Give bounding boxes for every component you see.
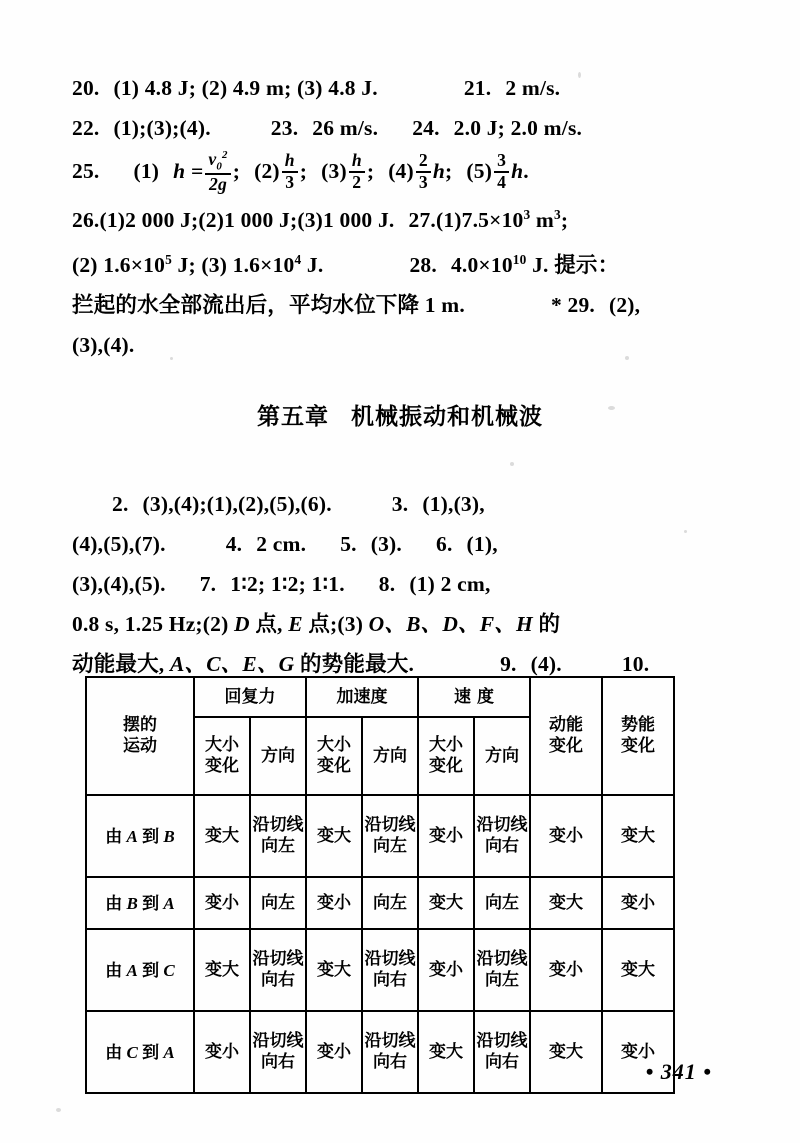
cell-force-direction-line2: 向右 (261, 970, 295, 990)
item-25-part-1-label: (1) (133, 159, 160, 183)
cell-force-direction (250, 1011, 306, 1093)
row-label-from: A (126, 826, 138, 846)
item-4-number: 4. (225, 532, 243, 556)
item-3-number: 3. (391, 492, 409, 516)
answer-line-22-24 (72, 108, 732, 148)
item-27-part-3-exponent: 4 (294, 252, 302, 268)
cell-accel-magnitude: 变大 (306, 795, 362, 877)
row-label-from: C (126, 1042, 138, 1062)
row-label-middle: 到 (137, 1042, 164, 1062)
cell-force-direction (250, 795, 306, 877)
table-row (86, 795, 674, 877)
answer-line-26-27 (72, 195, 732, 240)
cell-velocity-direction-line2: 向右 (485, 1052, 519, 1072)
item-29-continued: (3),(4). (72, 333, 135, 358)
fraction-denominator: 3 (285, 172, 295, 193)
cell-velocity-direction (474, 929, 530, 1011)
item-25-part-2-tail: ; (299, 159, 308, 183)
answer-line-28-hint-29 (72, 285, 732, 325)
cell-force-magnitude: 变大 (194, 929, 250, 1011)
header-potential-line2: 变化 (621, 736, 655, 756)
fraction-numerator: 2 (416, 152, 431, 173)
chapter-title: 机械振动和机械波 (351, 404, 543, 430)
row-label-from: A (126, 960, 138, 980)
item-8-number: 8. (378, 572, 396, 596)
fraction-numerator: 3 (494, 152, 509, 173)
fraction-numerator-superscript: 2 (222, 149, 228, 162)
cell-accel-direction-line1: 沿切线 (364, 949, 416, 969)
row-label (86, 795, 194, 877)
item-24-text: 2.0 J; 2.0 m/s. (453, 116, 583, 140)
scan-speckle (510, 462, 514, 466)
row-label-middle: 到 (137, 893, 164, 913)
item-29-text: (2), (609, 293, 641, 318)
item-25-part-4-variable: h (432, 159, 446, 183)
fraction-denominator: 3 (418, 172, 428, 193)
row-label (86, 929, 194, 1011)
item-25-part-4-label: (4) (388, 159, 414, 183)
header-accel-magnitude-line1: 大小 (317, 735, 351, 755)
header-kinetic-line2: 变化 (549, 736, 583, 756)
cell-velocity-magnitude: 变大 (418, 877, 474, 929)
fraction-denominator: 4 (497, 172, 507, 193)
cell-accel-direction (362, 795, 418, 877)
item-8-middle-1: 点, (249, 612, 289, 636)
header-velocity-direction: 方向 (474, 717, 530, 795)
item-3-continued: (4),(5),(7). (72, 532, 166, 556)
item-20-text: (1) 4.8 J; (2) 4.9 m; (3) 4.8 J. (113, 76, 378, 100)
cell-potential-energy: 变小 (602, 877, 674, 929)
header-group-acceleration: 加速度 (306, 677, 418, 717)
header-kinetic-energy-change (530, 677, 602, 795)
cell-velocity-direction-line1: 沿切线 (476, 815, 528, 835)
item-8-continued-1: 0.8 s, 1.25 Hz;(2) (72, 612, 235, 636)
item-26-number: 26. (72, 208, 100, 233)
cell-accel-direction (362, 1011, 418, 1093)
answer-line-8-cont-1 (72, 604, 752, 644)
item-8-point-list-1: O、B、D、F、H (368, 612, 533, 636)
fraction-numerator-variable: v (208, 148, 217, 169)
row-label-middle: 到 (137, 960, 164, 980)
header-force-magnitude-line2: 变化 (205, 756, 239, 776)
header-force-magnitude-line1: 大小 (205, 735, 239, 755)
cell-force-direction (250, 929, 306, 1011)
answer-line-3cont-6 (72, 524, 752, 564)
header-group-restoring-force: 回复力 (194, 677, 306, 717)
fraction-numerator: h (282, 152, 298, 173)
header-pendulum-motion-line1: 摆的 (123, 715, 157, 735)
item-7-number: 7. (199, 572, 217, 596)
header-pendulum-motion (86, 677, 194, 795)
header-potential-line1: 势能 (621, 715, 655, 735)
answers-block-2 (72, 484, 752, 684)
fraction-2-over-3 (416, 152, 431, 191)
cell-velocity-direction-line1: 沿切线 (476, 1031, 528, 1051)
chapter-number: 第五章 (257, 404, 329, 430)
header-kinetic-line1: 动能 (549, 715, 583, 735)
item-2-number: 2. (112, 492, 129, 516)
answers-block-1 (72, 68, 732, 365)
header-velocity-magnitude-line1: 大小 (429, 735, 463, 755)
header-velocity-magnitude-line2: 变化 (429, 756, 463, 776)
item-27-unit: m (530, 208, 555, 233)
cell-velocity-direction-line2: 向右 (485, 836, 519, 856)
row-label-prefix: 由 (105, 826, 127, 846)
item-8-point-D: D (234, 612, 250, 636)
cell-force-direction-line1: 沿切线 (252, 949, 304, 969)
item-8-point-list-2: A、C、E、G (169, 652, 295, 676)
table-row (86, 877, 674, 929)
scan-speckle (170, 357, 173, 360)
answer-line-27cont-28 (72, 240, 732, 285)
table-row (86, 1011, 674, 1093)
cell-kinetic-energy: 变大 (530, 877, 602, 929)
fraction-h-over-2 (349, 152, 365, 191)
item-8-middle-2: 点;(3) (302, 612, 369, 636)
header-force-direction: 方向 (250, 717, 306, 795)
cell-potential-energy: 变大 (602, 929, 674, 1011)
cell-accel-direction-line1: 沿切线 (364, 815, 416, 835)
cell-potential-energy: 变大 (602, 795, 674, 877)
item-25-part-5-tail: . (523, 159, 529, 183)
item-27-exponent-1: 3 (523, 207, 531, 223)
item-8-continued-2: 动能最大, (72, 652, 170, 676)
cell-accel-direction-line2: 向左 (373, 836, 407, 856)
item-2-text: (3),(4);(1),(2),(5),(6). (142, 492, 332, 516)
cell-accel-direction-line2: 向右 (373, 970, 407, 990)
item-10-number: 10. (621, 652, 650, 676)
row-label-from: B (126, 893, 138, 913)
item-28-exponent: 10 (512, 252, 527, 268)
fraction-3-over-4 (494, 152, 509, 191)
pendulum-motion-table (85, 676, 675, 1094)
item-25-part-3-tail: ; (366, 159, 375, 183)
cell-force-direction-line2: 向右 (261, 1052, 295, 1072)
cell-velocity-magnitude: 变大 (418, 1011, 474, 1093)
fraction-numerator: h (349, 152, 365, 173)
item-8-tail-1: 的 (532, 612, 561, 636)
item-27-prefix: (1)7.5×10 (435, 208, 524, 233)
header-force-magnitude (194, 717, 250, 795)
cell-velocity-magnitude: 变小 (418, 929, 474, 1011)
fraction-denominator: 2 (352, 172, 362, 193)
answer-line-25 (72, 148, 732, 195)
cell-velocity-direction-line2: 向左 (485, 970, 519, 990)
item-3-text: (1),(3), (422, 492, 485, 516)
row-label-prefix: 由 (105, 1042, 127, 1062)
table-header-row-top (86, 677, 674, 717)
scan-speckle (608, 406, 615, 410)
item-25-number: 25. (72, 159, 100, 183)
item-25-part-2-label: (2) (254, 159, 280, 183)
cell-force-magnitude: 变大 (194, 795, 250, 877)
cell-potential-energy: 变小 (602, 1011, 674, 1093)
cell-velocity-direction-line1: 沿切线 (476, 949, 528, 969)
cell-accel-magnitude: 变小 (306, 877, 362, 929)
row-label-middle: 到 (137, 826, 164, 846)
header-accel-direction: 方向 (362, 717, 418, 795)
header-group-velocity: 速 度 (418, 677, 530, 717)
item-9-number: 9. (500, 652, 517, 676)
pendulum-table-wrapper (85, 676, 675, 1094)
table-row (86, 929, 674, 1011)
fraction-h-over-3 (282, 152, 298, 191)
cell-kinetic-energy: 变大 (530, 1011, 602, 1093)
row-label (86, 877, 194, 929)
fraction-denominator: 2g (209, 174, 228, 195)
item-22-number: 22. (72, 116, 100, 140)
cell-force-direction-line1: 沿切线 (252, 1031, 304, 1051)
item-24-number: 24. (412, 116, 440, 140)
cell-accel-magnitude: 变大 (306, 929, 362, 1011)
scan-speckle (684, 530, 687, 533)
item-21-number: 21. (463, 76, 492, 100)
cell-velocity-direction (474, 1011, 530, 1093)
answer-line-20-21 (72, 68, 732, 108)
row-label-to: B (163, 826, 175, 846)
page-number: • 341 • (645, 1059, 712, 1084)
item-25-part-5-variable: h (511, 159, 524, 183)
item-26-text: (1)2 000 J;(2)1 000 J;(3)1 000 J. (99, 208, 395, 233)
item-29-number: * 29. (551, 293, 595, 318)
item-27-number: 27. (408, 208, 436, 233)
cell-force-magnitude: 变小 (194, 877, 250, 929)
item-25-part-1-tail: ; (232, 159, 241, 183)
item-25-part-5-label: (5) (466, 159, 493, 183)
cell-accel-direction-line1: 沿切线 (364, 1031, 416, 1051)
fraction-v0-squared-over-2g (205, 150, 230, 194)
item-27-part-3-middle: J; (3) 1.6×10 (171, 253, 295, 278)
answer-line-6cont-8 (72, 564, 752, 604)
item-27-tail: ; (560, 208, 569, 233)
item-9-text: (4). (530, 652, 562, 676)
header-pendulum-motion-line2: 运动 (123, 736, 157, 756)
item-22-text: (1);(3);(4). (113, 116, 211, 140)
item-27-part-3-tail: J. (301, 253, 324, 278)
cell-velocity-direction (474, 795, 530, 877)
item-6-continued: (3),(4),(5). (72, 572, 166, 596)
answer-line-2-3 (72, 484, 752, 524)
row-label-prefix: 由 (105, 960, 127, 980)
item-23-number: 23. (270, 116, 299, 140)
item-8-tail-2: 的势能最大. (294, 652, 415, 676)
row-label-to: C (163, 960, 175, 980)
chapter-heading (0, 398, 800, 431)
cell-accel-direction (362, 929, 418, 1011)
cell-kinetic-energy: 变小 (530, 795, 602, 877)
item-25-part-4-tail: ; (445, 159, 453, 183)
item-25-part-3-label: (3) (321, 159, 347, 183)
header-accel-magnitude-line2: 变化 (317, 756, 351, 776)
item-28-prefix: 4.0×10 (450, 253, 513, 278)
cell-accel-magnitude: 变小 (306, 1011, 362, 1093)
cell-kinetic-energy: 变小 (530, 929, 602, 1011)
item-8-point-E: E (288, 612, 303, 636)
scan-speckle (625, 356, 629, 360)
item-5-number: 5. (340, 532, 357, 556)
cell-force-magnitude: 变小 (194, 1011, 250, 1093)
header-velocity-magnitude (418, 717, 474, 795)
fraction-numerator-subscript: 0 (216, 160, 223, 173)
item-28-number: 28. (409, 253, 437, 278)
scan-speckle (578, 72, 581, 78)
header-accel-magnitude (306, 717, 362, 795)
item-5-text: (3). (370, 532, 402, 556)
item-27-part-2-prefix: (2) 1.6×10 (72, 253, 166, 278)
item-27-part-2-exponent: 5 (165, 252, 172, 268)
header-potential-energy-change (602, 677, 674, 795)
cell-accel-direction: 向左 (362, 877, 418, 929)
row-label (86, 1011, 194, 1093)
item-28-tail: J. 提示： (526, 253, 620, 278)
item-28-hint-text: 拦起的水全部流出后，平均水位下降 1 m. (72, 293, 465, 318)
item-25-part-1-lhs: h = (173, 159, 204, 183)
cell-force-direction-line2: 向左 (261, 836, 295, 856)
item-7-text: 1∶2; 1∶2; 1∶1. (230, 572, 345, 596)
row-label-to: A (163, 1042, 175, 1062)
cell-force-direction: 向左 (250, 877, 306, 929)
cell-force-direction-line1: 沿切线 (252, 815, 304, 835)
cell-velocity-direction: 向左 (474, 877, 530, 929)
item-6-text: (1), (466, 532, 498, 556)
row-label-to: A (163, 893, 175, 913)
cell-velocity-magnitude: 变小 (418, 795, 474, 877)
item-6-number: 6. (436, 532, 453, 556)
cell-accel-direction-line2: 向右 (373, 1052, 407, 1072)
item-23-text: 26 m/s. (312, 116, 379, 140)
scan-speckle (56, 1108, 61, 1112)
item-8-text: (1) 2 cm, (409, 572, 491, 596)
item-4-text: 2 cm. (256, 532, 307, 556)
item-21-text: 2 m/s. (505, 76, 561, 100)
item-27-exponent-2: 3 (554, 207, 561, 223)
item-20-number: 20. (72, 76, 100, 100)
row-label-prefix: 由 (105, 893, 127, 913)
